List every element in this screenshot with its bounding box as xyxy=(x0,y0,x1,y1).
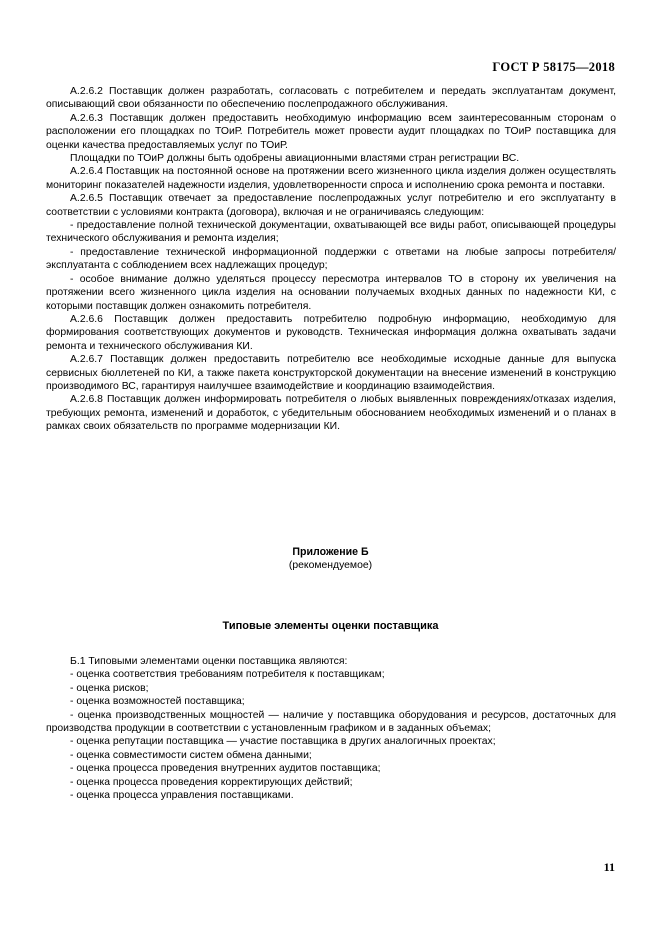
paragraph: А.2.6.2 Поставщик должен разработать, согласовать с потребителем и передать эксплуатантам документ, описывающий свои обязанности по обеспечению послепродажного обслуживания. xyxy=(46,86,616,111)
annex-title: Приложение Б xyxy=(292,546,369,558)
list-section xyxy=(46,655,616,802)
list-intro: Б.1 Типовыми элементами оценки поставщика являются: xyxy=(70,656,348,667)
paragraph: А.2.6.7 Поставщик должен предоставить потребителю все необходимые исходные данные для выпуска сервисных бюллетеней по КИ, а также пакета конструкторской документации на внесение изменений в конструкцию производимого ВС, гарантируя наилучшее взаимодействие и координацию взаимодействия. xyxy=(46,354,616,392)
paragraph: А.2.6.3 Поставщик должен предоставить необходимую информацию всем заинтересованным сторонам о расположении его площадках по ТОиР. Потребитель может провести аудит площадках по ТОиР поставщика для оценки качества предоставляемых услуг по ТОиР. xyxy=(46,112,616,151)
paragraph: А.2.6.4 Поставщик на постоянной основе на протяжении всего жизненного цикла изделия должен осуществлять мониторинг показателей надежности изделия, удовлетворенности спроса и исполнению срока ремонта и поставки. xyxy=(46,166,616,191)
list-item: - оценка репутации поставщика — участие поставщика в других аналогичных проектах; xyxy=(70,736,496,748)
list-item: - оценка совместимости систем обмена данными; xyxy=(70,749,312,761)
paragraph-bullet: - предоставление полной технической документации, охватывающей все виды работ, описывающей процедуры технического обслуживания и ремонта изделия; xyxy=(46,220,616,245)
list-item: - оценка соответствия требованиям потребителя к поставщикам; xyxy=(70,669,385,681)
list-item: - оценка процесса проведения внутренних аудитов поставщика; xyxy=(70,763,381,775)
list-item: - оценка рисков; xyxy=(70,682,149,694)
list-item: - оценка процесса управления поставщиками. xyxy=(70,790,294,802)
paragraph: А.2.6.6 Поставщик должен предоставить потребителю подробную информацию, необходимую для формирования соответствующих документов и руководств. Техническая информация должна охватывать задачи ремонта и технического обслуживания КИ. xyxy=(46,313,616,352)
body-content xyxy=(46,85,616,434)
list-item: - оценка возможностей поставщика; xyxy=(70,696,245,708)
annex-heading xyxy=(0,545,661,573)
list-item: - оценка производственных мощностей — наличие у поставщика оборудования и ресурсов, достаточных для производства продукции в соответствии с установленным графиком и в заданных объемах; xyxy=(46,709,616,735)
annex-subtitle: (рекомендуемое) xyxy=(288,560,373,571)
paragraph: А.2.6.8 Поставщик должен информировать потребителя о любых выявленных повреждениях/отказах изделия, требующих ремонта, изменений и доработок, с убедительным обоснованием необходимых изменений и о планах в рамках своих обязательств по программе модернизации КИ. xyxy=(46,394,616,433)
page-number: 11 xyxy=(603,860,615,874)
paragraph: А.2.6.5 Поставщик отвечает за предоставление послепродажных услуг потребителю и его эксплуатанту в соответствии с условиями контракта (договора), включая и не ограничиваясь следующим: xyxy=(46,193,616,218)
paragraph-bullet: - предоставление технической информационной поддержки с ответами на любые запросы потребителя/эксплуатанта с соблюдением всех надлежащих процедур; xyxy=(46,246,616,272)
page-header: ГОСТ Р 58175—2018 xyxy=(492,60,615,74)
paragraph-bullet: - особое внимание должно уделяться процессу пересмотра интервалов ТО в сторону их увеличения на протяжении всего жизненного цикла изделия на основании получаемых входных данных по надежности КИ, с которыми поставщик должен ознакомить потребителя. xyxy=(46,273,616,312)
paragraph: Площадки по ТОиР должны быть одобрены авиационными властями стран регистрации ВС. xyxy=(70,153,520,165)
list-item: - оценка процесса проведения корректирующих действий; xyxy=(70,776,353,788)
section-title: Типовые элементы оценки поставщика xyxy=(222,620,439,632)
